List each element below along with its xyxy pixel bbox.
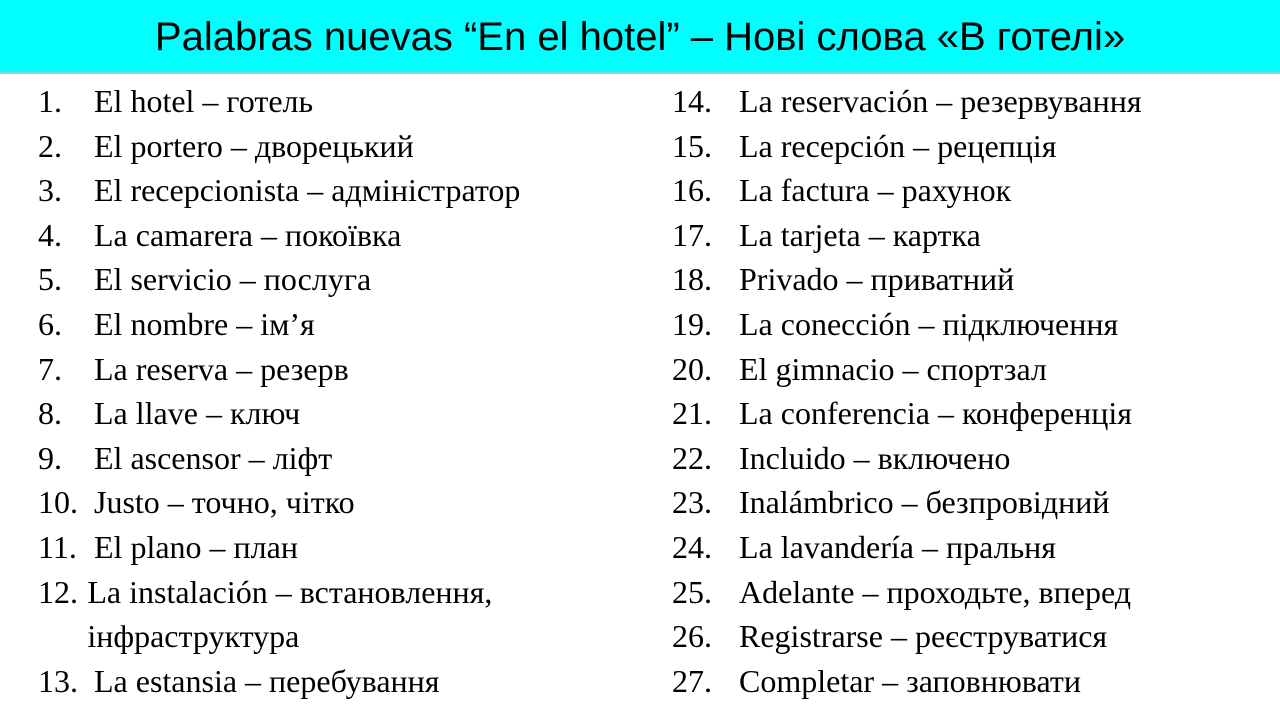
item-number: 4.	[38, 216, 62, 253]
list-item	[672, 257, 1262, 302]
list-item	[672, 525, 1262, 570]
item-text: La reservación – резервування	[739, 83, 1142, 119]
item-text: Justo – точно, чітко	[94, 484, 355, 521]
item-number: 22.	[672, 439, 712, 476]
item-text: El plano – план	[94, 528, 298, 565]
list-item	[672, 436, 1262, 481]
list-item	[672, 391, 1262, 436]
item-number: 24.	[672, 528, 712, 565]
item-number: 15.	[672, 127, 712, 164]
item-text: La conferencia – конференція	[739, 395, 1133, 432]
item-text: La recepción – рецепція	[739, 127, 1057, 164]
item-number: 14.	[672, 83, 712, 119]
list-item	[672, 570, 1262, 615]
item-number: 21.	[672, 395, 712, 432]
item-text: El gimnacio – спортзал	[739, 350, 1047, 387]
list-item	[672, 480, 1262, 525]
page-title: Palabras nuevas “En el hotel” – Нові слова «В готелі»	[154, 15, 1126, 59]
list-item	[672, 213, 1262, 258]
item-text: La camarera – покоївка	[94, 216, 402, 253]
title-bar	[0, 0, 1280, 74]
item-text: El portero – дворецький	[94, 127, 414, 164]
item-number: 27.	[672, 662, 712, 699]
item-text: El ascensor – ліфт	[94, 439, 333, 476]
item-number: 25.	[672, 573, 712, 610]
list-item	[38, 79, 638, 124]
list-item	[38, 525, 638, 570]
list-item	[672, 302, 1262, 347]
item-text: La llave – ключ	[94, 395, 301, 432]
item-text: La tarjeta – картка	[739, 216, 981, 253]
vocabulary-list-right	[672, 79, 1262, 703]
item-text: El hotel – готель	[94, 83, 314, 119]
item-text: El recepcionista – адміністратор	[94, 172, 521, 209]
item-text: Incluido – включено	[739, 439, 1011, 476]
list-item	[38, 124, 638, 169]
item-number: 3.	[38, 172, 62, 209]
item-text: El servicio – послуга	[94, 261, 372, 298]
item-number: 13.	[38, 662, 78, 699]
item-text: Completar – заповнювати	[739, 662, 1081, 699]
item-number: 2.	[38, 127, 62, 164]
item-text: El nombre – ім’я	[94, 305, 315, 342]
item-text: Privado – приватний	[739, 261, 1015, 298]
item-number: 5.	[38, 261, 62, 298]
item-text: La instalación – встановлення, інфраструктура	[87, 573, 493, 655]
list-item	[672, 168, 1262, 213]
item-number: 9.	[38, 439, 62, 476]
list-item	[38, 436, 638, 481]
vocabulary-list-left	[38, 79, 638, 703]
item-number: 7.	[38, 350, 62, 387]
list-item	[672, 659, 1262, 704]
list-item	[672, 347, 1262, 392]
item-text: La estansia – перебування	[94, 662, 440, 699]
list-item	[38, 480, 638, 525]
item-text: Inalámbrico – безпровідний	[739, 484, 1110, 521]
item-number: 10.	[38, 484, 78, 521]
list-item	[672, 79, 1262, 124]
item-text: La factura – рахунок	[739, 172, 1012, 209]
item-number: 1.	[38, 83, 62, 119]
item-number: 19.	[672, 305, 712, 342]
item-number: 23.	[672, 484, 712, 521]
list-item	[672, 614, 1262, 659]
item-text: La reserva – резерв	[94, 350, 349, 387]
list-item	[38, 302, 638, 347]
list-item	[672, 124, 1262, 169]
item-text: La lavandería – пральня	[739, 528, 1057, 565]
list-item	[38, 168, 638, 213]
item-number: 12.	[38, 573, 78, 610]
item-number: 18.	[672, 261, 712, 298]
item-text: Adelante – проходьте, вперед	[739, 573, 1132, 610]
item-number: 6.	[38, 305, 62, 342]
list-item	[38, 347, 638, 392]
list-item	[38, 570, 638, 659]
item-number: 8.	[38, 395, 62, 432]
item-number: 11.	[38, 528, 77, 565]
item-number: 20.	[672, 350, 712, 387]
list-item	[38, 391, 638, 436]
list-item	[38, 659, 638, 704]
item-number: 26.	[672, 618, 712, 655]
item-text: Registrarse – реєструватися	[739, 618, 1108, 655]
list-item	[38, 257, 638, 302]
item-number: 17.	[672, 216, 712, 253]
item-text: La conección – підключення	[739, 305, 1119, 342]
list-item	[38, 213, 638, 258]
item-number: 16.	[672, 172, 712, 209]
